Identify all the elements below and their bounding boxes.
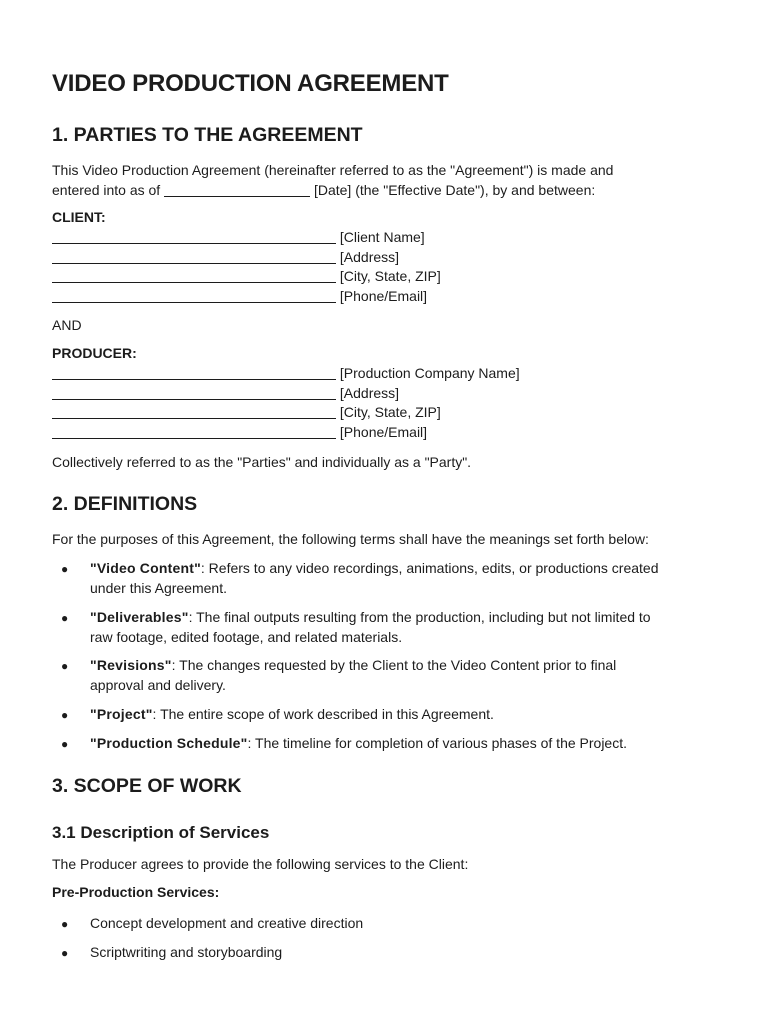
definitions-intro: For the purposes of this Agreement, the following terms shall have the meanings set forth below: [52,531,649,547]
client-field-row [52,287,427,306]
definition-text: : Refers to any video recordings, animations, edits, or productions created [200,560,659,576]
definition-term: "Revisions" [90,657,172,673]
bullet-icon: ● [61,659,69,673]
intro-line-1: This Video Production Agreement (hereinafter referred to as the "Agreement") is made and [52,162,614,178]
intro-line-2 [52,180,595,200]
client-field-row [52,267,441,286]
definition-text: : The entire scope of work described in this Agreement. [152,706,494,722]
client-blank [52,268,336,283]
pre-production-label: Pre-Production Services: [52,884,220,900]
service-text: Concept development and creative direction [90,915,364,931]
bullet-icon: ● [61,708,69,722]
definition-text: : The timeline for completion of various phases of the Project. [247,735,627,751]
producer-field-label: [Production Company Name] [339,365,520,381]
client-blank [52,249,336,264]
client-label: CLIENT: [52,209,106,225]
section-2-heading: 2. DEFINITIONS [52,493,198,515]
producer-blank [52,365,336,380]
definition-text: : The final outputs resulting from the production, including but not limited to [188,609,651,625]
bullet-icon: ● [61,562,69,576]
service-text: Scriptwriting and storyboarding [90,944,283,960]
producer-field-row [52,403,441,422]
client-field-row [52,248,399,267]
definition-text-cont: approval and delivery. [90,677,226,693]
producer-blank [52,385,336,400]
section-1-heading: 1. PARTIES TO THE AGREEMENT [52,124,363,146]
client-field-label: [Address] [339,249,400,265]
client-blank [52,288,336,303]
producer-field-row [52,364,520,383]
subsection-3-1-heading: 3.1 Description of Services [52,823,270,842]
definition-text-cont: under this Agreement. [90,580,227,596]
client-blank [52,229,336,244]
bullet-icon: ● [61,946,69,960]
definition-text-cont: raw footage, edited footage, and related materials. [90,629,403,645]
definition-term: "Deliverables" [90,609,189,625]
bullet-icon: ● [61,917,69,931]
client-field-label: [Client Name] [339,229,425,245]
producer-field-label: [Phone/Email] [339,424,428,440]
client-field-label: [City, State, ZIP] [339,268,441,284]
producer-label: PRODUCER: [52,345,137,361]
producer-blank [52,424,336,439]
date-blank [164,182,310,197]
producer-field-row [52,384,399,403]
document-title: VIDEO PRODUCTION AGREEMENT [52,70,449,97]
intro-line-2-post: [Date] (the "Effective Date"), by and between: [313,182,596,198]
client-field-label: [Phone/Email] [339,288,428,304]
producer-field-row [52,423,427,442]
producer-field-label: [Address] [339,385,400,401]
bullet-icon: ● [61,611,69,625]
definition-term: "Production Schedule" [90,735,248,751]
definition-text: : The changes requested by the Client to the Video Content prior to final [171,657,617,673]
services-intro: The Producer agrees to provide the following services to the Client: [52,856,469,872]
client-field-row [52,228,425,247]
intro-line-2-pre: entered into as of [52,182,161,198]
definition-term: "Video Content" [90,560,201,576]
collective-text: Collectively referred to as the "Parties" and individually as a "Party". [52,454,472,470]
producer-blank [52,404,336,419]
section-3-heading: 3. SCOPE OF WORK [52,775,242,797]
definition-term: "Project" [90,706,153,722]
bullet-icon: ● [61,737,69,751]
producer-field-label: [City, State, ZIP] [339,404,441,420]
and-text: AND [52,317,82,333]
